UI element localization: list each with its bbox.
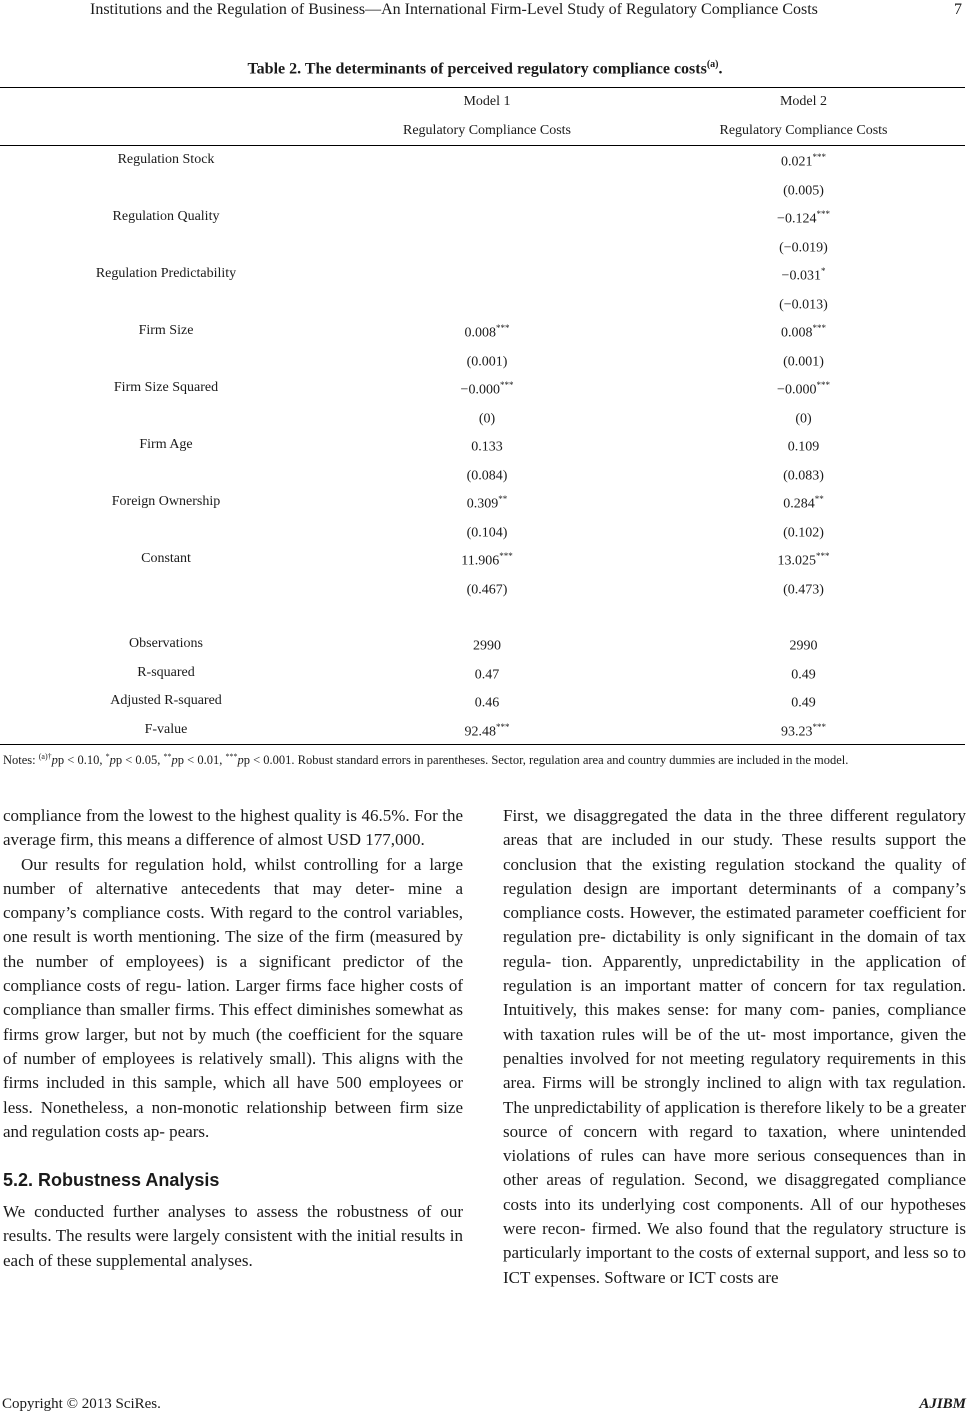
model-1-cell — [332, 602, 642, 630]
significance-stars: *** — [496, 323, 510, 334]
model-2-cell — [642, 517, 965, 546]
significance-stars: *** — [816, 209, 830, 220]
model-2-cell — [642, 403, 965, 432]
model-2-cell — [642, 602, 965, 630]
model-2-cell — [642, 289, 965, 318]
model-2-cell — [642, 574, 965, 603]
model-2-cell — [642, 460, 965, 489]
section-heading: 5.2. Robustness Analysis — [3, 1170, 220, 1191]
table-caption-end: . — [718, 60, 723, 78]
model-1-cell — [332, 716, 642, 745]
table-row — [0, 175, 965, 204]
cell-value: Adjusted R-squared — [110, 693, 222, 709]
body-paragraph: First, we disaggregated the data in the three different regulatory areas that are included in our study. These results support the conclusion that the existing regulation stockand the quality of regulation design are important determinants of a company’s compliance costs. However, the estimated parameter coefficient for regulation pre- dictability is only significant in the domain of tax regula- tion. Apparently, unpredictability in the application of regulation is an important matter of concern for tax regulation. Intuitively, this makes sense: for many com- panies, compliance with taxation rules will be of the ut- most importance, given the penalties involved for not meeting regulatory requirements in this area. Firms will be strongly inclined to align with tax regulation. The unpredictability of application is therefore likely to be a greater source of concern with regard to taxation, where unintended violations of rules can have more serious consequences than in other areas of regulation. Second, we disaggregated compliance costs into its underlying cost components. All of our hypotheses were recon- firmed. We also found that the regulatory structure is particularly important to the costs of external support, and less so to ICT expenses. Software or ICT costs are — [503, 806, 966, 1287]
notes-text: p < 0.001. Robust standard errors in parentheses. Sector, regulation area and country dummies are included in the model. — [243, 753, 849, 768]
model-1-cell — [332, 232, 642, 261]
variable-label — [0, 374, 332, 403]
cell-value: (0.473) — [783, 582, 824, 598]
cell-value: (0.083) — [783, 468, 824, 484]
table-row — [0, 431, 965, 460]
table-row — [0, 146, 965, 175]
cell-value: (0.001) — [783, 354, 824, 370]
header-model-2: Model 2 — [642, 88, 965, 117]
table-row — [0, 232, 965, 261]
model-1-cell — [332, 431, 642, 460]
model-2-cell — [642, 488, 965, 517]
cell-value: Firm Size — [138, 323, 194, 339]
significance-stars: *** — [812, 152, 826, 163]
model-2-cell — [642, 260, 965, 289]
running-title: Institutions and the Regulation of Business—An International Firm-Level Study of Regulatory Compliance Costs — [90, 1, 818, 18]
variable-label — [0, 403, 332, 432]
cell-value: (−0.013) — [779, 297, 828, 313]
model-2-cell — [642, 687, 965, 716]
model-1-cell — [332, 317, 642, 346]
variable-label — [0, 460, 332, 489]
table-row — [0, 687, 965, 716]
significance-stars: ** — [814, 494, 824, 505]
cell-value: Constant — [141, 551, 191, 567]
variable-label — [0, 517, 332, 546]
page-number: 7 — [954, 1, 962, 18]
model-2-cell — [642, 374, 965, 403]
cell-value: 13.025 — [777, 554, 816, 570]
variable-label — [0, 232, 332, 261]
cell-value: Firm Age — [139, 437, 193, 453]
model-2-cell — [642, 317, 965, 346]
model-2-cell — [642, 716, 965, 745]
variable-label — [0, 659, 332, 688]
body-paragraph: compliance from the lowest to the highest quality is 46.5%. For the average firm, this means a difference of almost USD 177,000. — [3, 806, 463, 850]
model-2-cell — [642, 431, 965, 460]
cell-value: (0.467) — [466, 582, 508, 598]
notes-text: p < 0.10, — [57, 753, 106, 768]
table-row — [0, 403, 965, 432]
model-1-cell — [332, 488, 642, 517]
cell-value: −0.124 — [777, 212, 817, 228]
model-1-cell — [332, 260, 642, 289]
header-cell — [0, 88, 332, 117]
cell-value: 0.133 — [471, 440, 503, 456]
cell-value: F-value — [144, 721, 188, 737]
table-body — [0, 146, 965, 745]
notes-p: p — [51, 753, 58, 768]
significance-stars: *** — [499, 380, 514, 391]
cell-value: 92.48 — [464, 724, 496, 740]
significance-stars: *** — [499, 551, 513, 562]
notes-sup: * — [105, 752, 110, 761]
variable-label — [0, 716, 332, 745]
notes-text: p < 0.05, — [115, 753, 164, 768]
variable-label — [0, 630, 332, 659]
header-model-row — [0, 88, 965, 117]
notes-p: p — [171, 753, 178, 768]
cell-value: 0.008 — [781, 326, 813, 342]
model-1-cell — [332, 346, 642, 375]
model-1-cell — [332, 460, 642, 489]
variable-label — [0, 346, 332, 375]
cell-value: Observations — [129, 636, 203, 652]
significance-stars: *** — [816, 380, 830, 391]
cell-value: −0.000 — [460, 383, 500, 399]
model-2-cell — [642, 203, 965, 232]
table-row — [0, 716, 965, 745]
left-column — [3, 804, 463, 1273]
cell-value: 0.47 — [474, 667, 500, 683]
running-header — [0, 0, 970, 24]
notes-p: p — [109, 753, 116, 768]
body-paragraph: We conducted further analyses to assess the robustness of our results. The results were largely consistent with the initial results in each of these supplemental analyses. — [3, 1202, 463, 1270]
cell-value: −0.000 — [777, 383, 817, 399]
table-header — [0, 88, 965, 146]
model-1-cell — [332, 630, 642, 659]
cell-value: (0.084) — [466, 468, 508, 484]
table-row — [0, 317, 965, 346]
cell-value: −0.031 — [781, 269, 821, 285]
model-2-cell — [642, 175, 965, 204]
variable-label — [0, 260, 332, 289]
model-1-cell — [332, 403, 642, 432]
table-row — [0, 203, 965, 232]
cell-value: 0.008 — [464, 326, 496, 342]
cell-value: (0.104) — [466, 525, 508, 541]
model-2-cell — [642, 630, 965, 659]
table-row — [0, 574, 965, 603]
variable-label — [0, 602, 332, 630]
notes-sup: (a)† — [38, 752, 52, 761]
significance-stars: *** — [812, 721, 826, 732]
notes-p: p — [237, 753, 244, 768]
cell-value: (−0.019) — [779, 240, 828, 256]
model-2-cell — [642, 232, 965, 261]
variable-label — [0, 488, 332, 517]
regression-table — [0, 87, 965, 745]
cell-value: 2990 — [473, 639, 501, 655]
cell-value: Regulation Quality — [112, 209, 220, 225]
spacer-row — [0, 602, 965, 630]
model-1-cell — [332, 574, 642, 603]
header-cell — [0, 117, 332, 146]
cell-value: 0.309 — [466, 497, 499, 513]
header-dv-model-1: Regulatory Compliance Costs — [332, 117, 642, 146]
model-2-cell — [642, 146, 965, 175]
variable-label — [0, 203, 332, 232]
table-row — [0, 460, 965, 489]
table-row — [0, 545, 965, 574]
cell-value: Regulation Predictability — [95, 266, 237, 282]
table-row — [0, 630, 965, 659]
table-caption-text: Table 2. The determinants of perceived regulatory compliance costs — [247, 60, 707, 78]
cell-value: (0) — [795, 411, 812, 427]
significance-stars: *** — [816, 551, 830, 562]
variable-label — [0, 175, 332, 204]
model-1-cell — [332, 203, 642, 232]
cell-value: (0.102) — [783, 525, 824, 541]
variable-label — [0, 687, 332, 716]
table-notes — [3, 749, 965, 768]
cell-value: 0.284 — [783, 497, 815, 513]
cell-value: 93.23 — [781, 724, 813, 740]
model-1-cell — [332, 175, 642, 204]
cell-value: Regulation Stock — [117, 152, 215, 168]
table-row — [0, 488, 965, 517]
variable-label — [0, 574, 332, 603]
cell-value: 0.49 — [791, 667, 816, 683]
cell-value: R-squared — [137, 664, 195, 680]
page-footer — [0, 1396, 970, 1414]
model-1-cell — [332, 659, 642, 688]
significance-stars: * — [820, 266, 826, 277]
cell-value: (0) — [478, 411, 496, 427]
notes-text: p < 0.01, — [177, 753, 226, 768]
variable-label — [0, 545, 332, 574]
footer-journal: AJIBM — [919, 1396, 966, 1412]
model-2-cell — [642, 659, 965, 688]
notes-sup: ** — [163, 752, 172, 761]
significance-stars: *** — [496, 721, 510, 732]
variable-label — [0, 431, 332, 460]
variable-label — [0, 146, 332, 175]
cell-value: Foreign Ownership — [111, 494, 221, 510]
table-row — [0, 374, 965, 403]
model-1-cell — [332, 517, 642, 546]
significance-stars: *** — [812, 323, 826, 334]
significance-stars: ** — [498, 494, 508, 505]
model-1-cell — [332, 545, 642, 574]
model-1-cell — [332, 687, 642, 716]
cell-value: (0.001) — [466, 354, 508, 370]
notes-prefix: Notes: — [3, 753, 39, 768]
header-dv-model-2: Regulatory Compliance Costs — [642, 117, 965, 146]
table-row — [0, 260, 965, 289]
model-2-cell — [642, 545, 965, 574]
model-1-cell — [332, 146, 642, 175]
cell-value: 0.021 — [781, 155, 813, 171]
body-paragraph: Our results for regulation hold, whilst controlling for a large number of alternative antecedents that may deter- mine a company’s compliance costs. With regard to the control variables, one result is worth mentioning. The size of the firm (measured by the number of employees) is a significant predictor of the compliance costs of regu- lation. Larger firms face higher costs of compliance than smaller firms. This effect diminishes somewhat as firms grow larger, but not by much (the coefficient for the square of number of employees is relatively small). This aligns with the firms included in this sample, which all have 500 employees or less. Nonetheless, a non-monotic relationship between firm size and regulation costs ap- pears. — [3, 854, 463, 1141]
model-1-cell — [332, 374, 642, 403]
table-row — [0, 659, 965, 688]
cell-value: 0.46 — [474, 696, 500, 712]
model-1-cell — [332, 289, 642, 318]
variable-label — [0, 289, 332, 318]
footer-copyright: Copyright © 2013 SciRes. — [2, 1396, 161, 1412]
table-row — [0, 517, 965, 546]
cell-value: (0.005) — [783, 183, 824, 199]
header-model-1: Model 1 — [332, 88, 642, 117]
table-row — [0, 289, 965, 318]
cell-value: 0.109 — [787, 440, 820, 456]
cell-value: 0.49 — [791, 696, 816, 712]
table-caption — [0, 55, 970, 79]
cell-value: 2990 — [789, 639, 818, 655]
model-2-cell — [642, 346, 965, 375]
cell-value: Firm Size Squared — [113, 380, 219, 396]
variable-label — [0, 317, 332, 346]
right-column — [503, 804, 966, 1290]
cell-value: 11.906 — [461, 554, 500, 570]
notes-sup: *** — [225, 752, 238, 761]
table-row — [0, 346, 965, 375]
header-dv-row — [0, 117, 965, 146]
table-caption-superscript: (a) — [706, 59, 719, 70]
